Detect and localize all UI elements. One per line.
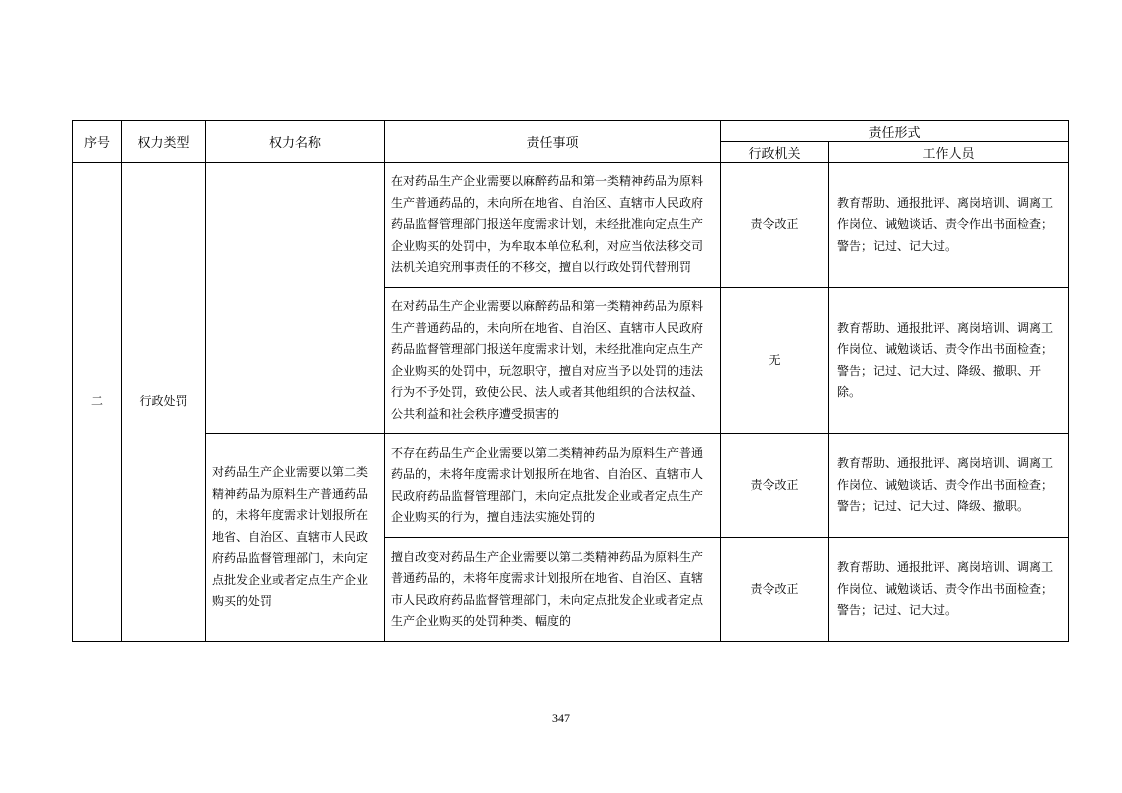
- duty-cell: 在对药品生产企业需要以麻醉药品和第一类精神药品为原料生产普通药品的，未向所在地省、自治区、直辖市人民政府药品监督管理部门报送年度需求计划，未经批准向定点生产企业购买的处罚中，玩忽职守，擅自对应当予以处罚的违法行为不予处罚，致使公民、法人或者其他组织的合法权益、公共利益和社会秩序遭受损害的: [385, 288, 721, 434]
- page-number: 347: [552, 711, 570, 725]
- admin-cell: 责令改正: [721, 163, 829, 288]
- staff-cell: 教育帮助、通报批评、离岗培训、调离工作岗位、诫勉谈话、责令作出书面检查；警告；记过、记大过。: [829, 538, 1069, 642]
- table-row: [73, 434, 1069, 538]
- power-name-cell: [206, 163, 385, 434]
- admin-cell: 无: [721, 288, 829, 434]
- header-staff: 工作人员: [829, 142, 1069, 163]
- staff-cell: 教育帮助、通报批评、离岗培训、调离工作岗位、诫勉谈话、责令作出书面检查；警告；记过、记大过、降级、撤职、开除。: [829, 288, 1069, 434]
- power-type-cell: 行政处罚: [122, 163, 206, 642]
- header-duty-items: 责任事项: [385, 121, 721, 163]
- admin-cell: 责令改正: [721, 538, 829, 642]
- staff-cell: 教育帮助、通报批评、离岗培训、调离工作岗位、诫勉谈话、责令作出书面检查；警告；记过、记大过、降级、撤职。: [829, 434, 1069, 538]
- responsibility-table: [72, 120, 1069, 642]
- header-power-name: 权力名称: [206, 121, 385, 163]
- header-admin-org: 行政机关: [721, 142, 829, 163]
- table-row: [73, 163, 1069, 288]
- admin-cell: 责令改正: [721, 434, 829, 538]
- seq-cell: 二: [73, 163, 122, 642]
- header-power-type: 权力类型: [122, 121, 206, 163]
- power-name-cell: 对药品生产企业需要以第二类精神药品为原料生产普通药品的，未将年度需求计划报所在地省、自治区、直辖市人民政府药品监督管理部门，未向定点批发企业或者定点生产企业购买的处罚: [206, 434, 385, 642]
- duty-cell: 不存在药品生产企业需要以第二类精神药品为原料生产普通药品的，未将年度需求计划报所在地省、自治区、直辖市人民政府药品监督管理部门，未向定点批发企业或者定点生产企业购买的行为，擅自违法实施处罚的: [385, 434, 721, 538]
- header-seq: 序号: [73, 121, 122, 163]
- duty-cell: 在对药品生产企业需要以麻醉药品和第一类精神药品为原料生产普通药品的，未向所在地省、自治区、直辖市人民政府药品监督管理部门报送年度需求计划，未经批准向定点生产企业购买的处罚中，为牟取本单位私利，对应当依法移交司法机关追究刑事责任的不移交，擅自以行政处罚代替刑罚: [385, 163, 721, 288]
- staff-cell: 教育帮助、通报批评、离岗培训、调离工作岗位、诫勉谈话、责令作出书面检查；警告；记过、记大过。: [829, 163, 1069, 288]
- header-row: [73, 121, 1069, 142]
- duty-cell: 擅自改变对药品生产企业需要以第二类精神药品为原料生产普通药品的，未将年度需求计划报所在地省、自治区、直辖市人民政府药品监督管理部门，未向定点批发企业或者定点生产企业购买的处罚种类、幅度的: [385, 538, 721, 642]
- header-duty-form: 责任形式: [721, 121, 1069, 142]
